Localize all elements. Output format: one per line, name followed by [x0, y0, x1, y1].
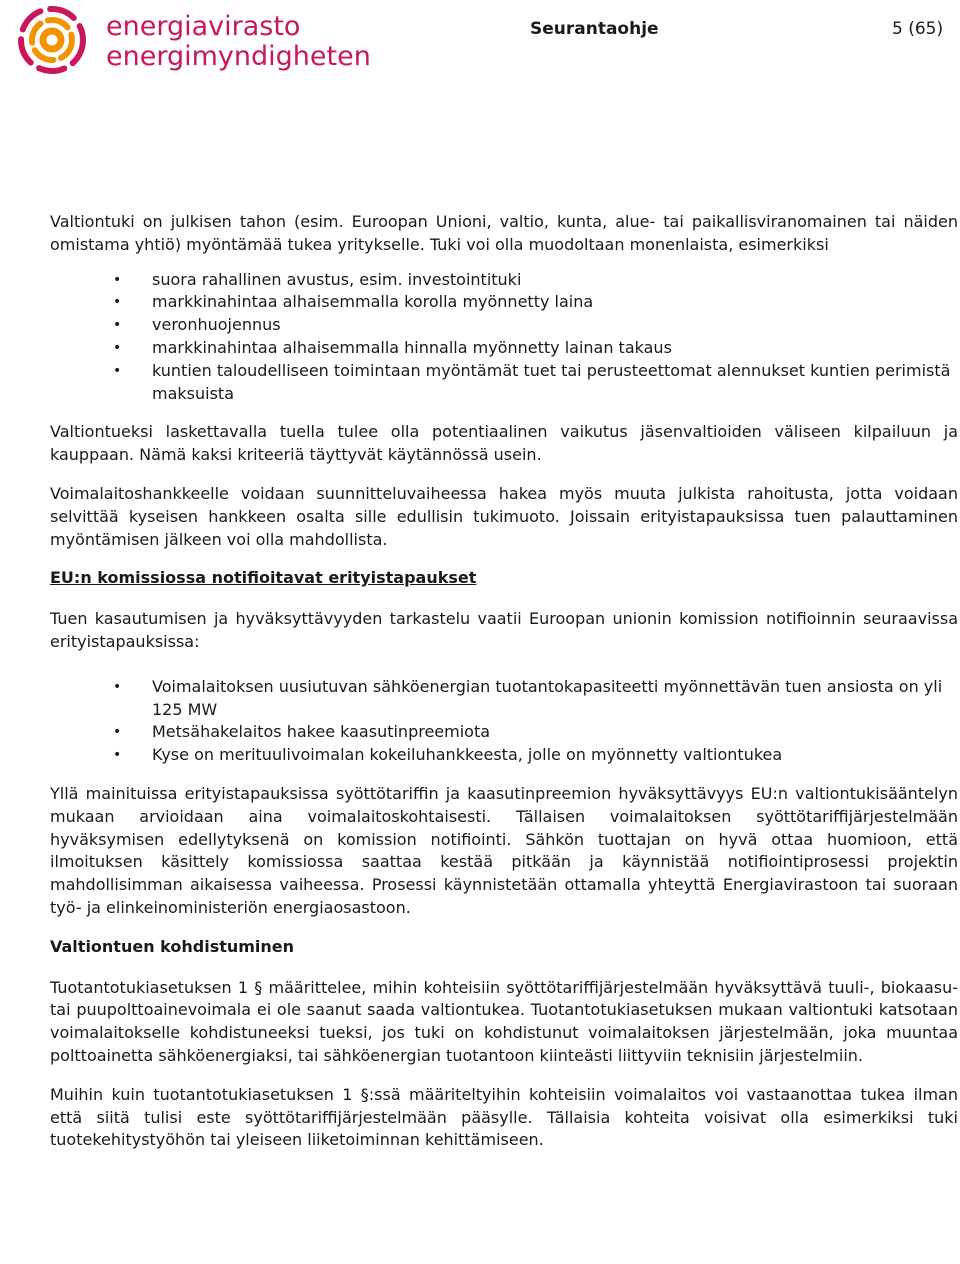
bullet-icon: •: [113, 339, 122, 356]
logo-emblem-icon: [6, 6, 102, 80]
logo-line-1: energiavirasto: [106, 11, 301, 42]
paragraph-other-funding: Voimalaitoshankkeelle voidaan suunnitteluvaiheessa hakea myös muuta julkista rahoitusta, jotta voidaan selvittää kyseisen hankkeen osalta sille edullisin tukimuoto. Joissain erityistapauksissa tuen palauttaminen myöntämisen jälkeen voi olla mahdollista.: [50, 483, 958, 549]
logo-line-2: energimyndigheten: [106, 41, 371, 72]
list-item: • veronhuojennus: [50, 314, 958, 337]
paragraph-criteria: Valtiontueksi laskettavalla tuella tulee olla potentiaalinen vaikutus jäsenvaltioiden väliseen kilpailuun ja kauppaan. Nämä kaksi kriteeriä täyttyvät käytännössä usein.: [50, 422, 958, 465]
special-cases-list: [50, 676, 958, 767]
bullet-icon: •: [113, 362, 122, 379]
document-body: [50, 211, 958, 1152]
paragraph-evaluation: Yllä mainituissa erityistapauksissa syöttötariffin ja kaasutinpreemion hyväksyttävyys EU:n valtiontukisääntelyn mukaan arvioidaan aina voimalaitoskohtaisesti. Tällaisen voimalaitoksen syöttötariffijärjestelmään hyväksymisen edellytyksenä on komission notifiointi. Sähkön tuottajan on hyvä ottaa huomioon, että ilmoituksen käsittely komissiossa saattaa kestää pitkään ja käynnistää notifiointiprosessi projektin mahdollisimman aikaisessa vaiheessa. Prosessi käynnistetään ottamalla yhteyttä Energiavirastoon tai suoraan työ- ja elinkeinoministeriön energiaosastoon.: [50, 783, 958, 917]
bullet-icon: •: [113, 317, 122, 334]
list-item: • markkinahintaa alhaisemmalla korolla myönnetty laina: [50, 291, 958, 314]
section-heading-targeting: Valtiontuen kohdistuminen: [50, 936, 295, 956]
page-number: 5 (65): [892, 19, 944, 39]
paragraph-other-targets: Muihin kuin tuotantotukiasetuksen 1 §:ssä määriteltyihin kohteisiin voimalaitos voi vastaanottaa tukea ilman että siitä tulisi este syöttötariffijärjestelmään pääsylle. Tällaisia kohteita voisivat olla esimerkiksi tuki tuotekehitystyöhön tai yleiseen liiketoiminnan kehittämiseen.: [50, 1084, 958, 1150]
list-item: • Kyse on merituulivoimalan kokeiluhankkeesta, jolle on myönnetty valtiontukea: [50, 744, 958, 767]
page-header: [0, 0, 960, 90]
paragraph-state-aid-definition: Valtiontuki on julkisen tahon (esim. Euroopan Unioni, valtio, kunta, alue- tai paikallisviranomainen tai näiden omistama yhtiö) myöntämää tukea yritykselle. Tuki voi olla muodoltaan monenlaista, esimerkiksi: [50, 212, 958, 254]
list-item: • Voimalaitoksen uusiutuvan sähköenergian tuotantokapasiteetti myönnettävän tuen ansiosta on yli 125 MW: [113, 676, 943, 719]
bullet-icon: •: [113, 724, 122, 741]
bullet-icon: •: [113, 678, 122, 695]
aid-forms-list: [50, 269, 958, 406]
energiavirasto-logo: [6, 6, 371, 80]
list-item: • suora rahallinen avustus, esim. investointituki: [50, 269, 958, 292]
section-heading-special-cases: EU:n komissiossa notifioitavat erityistapaukset: [50, 568, 477, 588]
list-item: • Metsähakelaitos hakee kaasutinpreemiota: [50, 721, 958, 744]
paragraph-notification: Tuen kasautumisen ja hyväksyttävyyden tarkastelu vaatii Euroopan unionin komission notifioinnin seuraavissa erityistapauksissa:: [50, 609, 958, 651]
paragraph-production-aid: Tuotantotukiasetuksen 1 § määrittelee, mihin kohteisiin syöttötariffijärjestelmään hyväksyttävä tuuli-, biokaasu- tai puupolttoainevoimala ei ole saanut saada valtiontukea. Tuotantotukiasetuksen mukaan valtiontuki katsotaan voimalaitokselle kohdistuneeksi tueksi, jos tuki on kohdistunut voimalaitoksen järjestelmään, joka muuntaa polttoainetta sähköenergiaksi, tai sähköenergian tuotantoon kiinteästi liittyviin teknisiin järjestelmiin.: [50, 977, 958, 1065]
document-title: Seurantaohje: [530, 19, 659, 39]
list-item: • markkinahintaa alhaisemmalla hinnalla myönnetty lainan takaus: [50, 337, 958, 360]
list-item: • kuntien taloudelliseen toimintaan myöntämät tuet tai perusteettomat alennukset kuntien perimistä maksuista: [113, 360, 951, 403]
bullet-icon: •: [113, 747, 122, 764]
bullet-icon: •: [113, 271, 122, 288]
bullet-icon: •: [113, 294, 122, 311]
